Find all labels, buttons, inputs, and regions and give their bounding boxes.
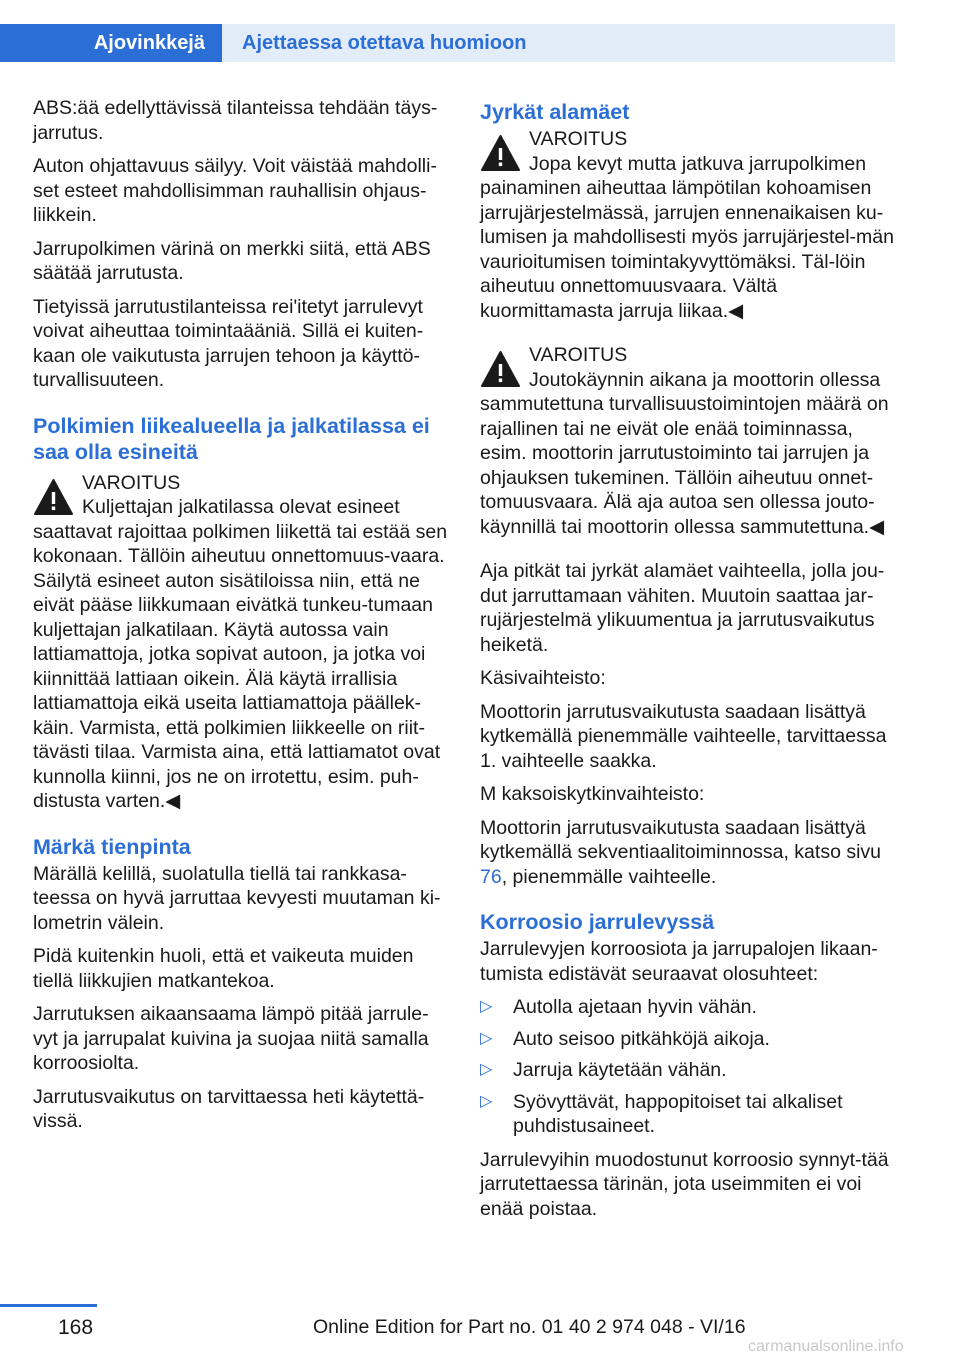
- paragraph: Jarrupolkimen värinä on merkki siitä, että ABS säätää jarrutusta.: [33, 237, 431, 284]
- warning-text: painaminen aiheuttaa lämpötilan kohoamisen jarrujärjestelmässä, jarrujen ennenaikaisen ku-lumisen ja mahdollisesti myös jarrujärjestel-män vaurioitumisen toimintakyvyttömäksi. Täl-löin aiheutuu onnettomuusvaara. Vältä kuormittamasta jarruja liikaa.◀: [480, 177, 894, 322]
- page-number: 168: [58, 1316, 94, 1339]
- warning-triangle-icon: [480, 133, 521, 174]
- tab-ajovinkkeja[interactable]: [0, 24, 222, 62]
- tab-ajovinkkeja-label: Ajovinkkejä: [93, 31, 205, 54]
- bullet-arrow-icon: ▷: [480, 998, 493, 1015]
- left-column: [33, 96, 449, 1143]
- watermark: carmanualsonline.info: [748, 1338, 904, 1355]
- paragraph: Jarrutusvaikutus on tarvittaessa heti käytettä-vissä.: [33, 1085, 425, 1132]
- paragraph: Moottorin jarrutusvaikutusta saadaan lisättyä kytkemällä pienemmälle vaihteelle, tarvittaessa 1. vaihteelle saakka.: [480, 700, 887, 772]
- bullet-list: [480, 995, 896, 1139]
- section-heading-slopes: Jyrkät alamäet: [480, 100, 630, 124]
- paragraph-with-link: [480, 816, 896, 890]
- section-heading-corrosion: Korroosio jarrulevyssä: [480, 910, 715, 934]
- paragraph-text: Moottorin jarrutusvaikutusta saadaan lisättyä kytkemällä sekventiaalitoiminnossa, katso sivu: [480, 816, 882, 863]
- bullet-arrow-icon: ▷: [480, 1061, 493, 1078]
- warning-text: sammutettuna turvallisuustoimintojen määrä on rajallinen tai ne eivät ole enää toiminnassa, esim. moottorin jarrutustoiminto tai jarrujen ja ohjauksen tukeminen. Tällöin aiheutuu onnet-tomuusvaara. Älä aja autoa sen ollessa jouto-käynnillä tai moottorin ollessa sammutettuna.◀: [480, 393, 889, 538]
- list-item-text: Jarruja käytetään vähän.: [513, 1059, 727, 1081]
- edition-text: Online Edition for Part no. 01 40 2 974 048 - VI/16: [313, 1316, 746, 1338]
- tab-ajettaessa-label: Ajettaessa otettava huomioon: [242, 31, 527, 54]
- paragraph: Jarrulevyjen korroosiota ja jarrupalojen likaan-tumista edistävät seuraavat olosuhteet:: [480, 938, 878, 985]
- paragraph: Jarrulevyihin muodostunut korroosio synnyt-tää jarrutettaessa tärinän, jota useimmiten ei voi enää poistaa.: [480, 1148, 889, 1220]
- warning-block-idle: [480, 343, 896, 539]
- warning-label: VAROITUS: [82, 471, 181, 494]
- warning-text: saattavat rajoittaa polkimen liikettä tai estää sen kokonaan. Tällöin aiheutuu onnettomuus-vaara. Säilytä esineet auton sisätiloissa niin, että ne eivät pääse liikkumaan eivätkä tunkeu-tumaan kuljettajan jalkatilaan. Käytä autossa vain lattiamattoja, jotka sopivat autoon, ja jotka voi kiinnittää lattiaan oikein. Älä käytä irrallisia lattiamattoja eikä useita lattiamattoja päällek-käin. Varmista, että polkimien liikkeelle on riit-tävästi tilaa. Varmista aina, että lattiamatot ovat kunnolla kiinni, jos ne on irrotettu, esim. puh-distusta varten.◀: [33, 520, 448, 812]
- warning-triangle-icon: [480, 349, 521, 390]
- paragraph: Tietyissä jarrutustilanteissa rei'itetyt jarrulevyt voivat aiheuttaa toimintaääniä. Sillä ei kuiten-kaan ole vaikutusta jarrujen tehoon ja käyttö-turvallisuuteen.: [33, 295, 424, 391]
- list-item-text: Auto seisoo pitkähköjä aikoja.: [513, 1027, 770, 1050]
- list-item: [480, 995, 896, 1020]
- list-item: [480, 1090, 896, 1139]
- paragraph: ABS:ää edellyttävissä tilanteissa tehdään täys-jarrutus.: [33, 97, 438, 144]
- paragraph: M kaksoiskytkinvaihteisto:: [480, 783, 705, 805]
- section-heading-pedals: Polkimien liikealueella ja jalkatilassa ei saa olla esineitä: [33, 413, 430, 464]
- warning-text-first: Kuljettajan jalkatilassa olevat esineet: [82, 496, 400, 518]
- bullet-arrow-icon: ▷: [480, 1029, 493, 1047]
- page-link-76[interactable]: 76: [480, 865, 502, 888]
- list-item: [480, 1027, 896, 1052]
- paragraph: Käsivaihteisto:: [480, 667, 606, 689]
- paragraph: Pidä kuitenkin huoli, että et vaikeuta muiden tiellä liikkujien matkantekoa.: [33, 945, 414, 992]
- list-item: [480, 1058, 896, 1083]
- list-item-text: Syövyttävät, happopitoiset tai alkaliset puhdistusaineet.: [513, 1090, 843, 1137]
- paragraph: Auton ohjattavuus säilyy. Voit väistää mahdolli-set esteet mahdollisimman rauhallisin ohjaus-liikkein.: [33, 155, 437, 226]
- paragraph-text: , pienemmälle vaihteelle.: [501, 865, 717, 888]
- tab-ajettaessa[interactable]: [222, 24, 895, 62]
- list-item-text: Autolla ajetaan hyvin vähän.: [513, 996, 757, 1018]
- warning-block-pedals: [33, 471, 449, 814]
- bullet-arrow-icon: ▷: [480, 1092, 493, 1110]
- warning-block-slopes: [480, 127, 896, 323]
- warning-label: VAROITUS: [529, 128, 628, 150]
- paragraph: Jarrutuksen aikaansaama lämpö pitää jarrule-vyt ja jarrupalat kuivina ja suojaa niitä samalla korroosiolta.: [33, 1003, 429, 1074]
- warning-triangle-icon: [33, 477, 74, 518]
- paragraph: Märällä kelillä, suolatulla tiellä tai rankkasa-teessa on hyvä jarruttaa kevyesti muutaman ki-lometrin välein.: [33, 862, 441, 934]
- footer-rule: [0, 1304, 97, 1307]
- warning-text-first: Joutokäynnin aikana ja moottorin ollessa: [529, 368, 881, 391]
- warning-text-first: Jopa kevyt mutta jatkuva jarrupolkimen: [529, 152, 867, 175]
- right-column: [480, 96, 896, 1230]
- paragraph: Aja pitkät tai jyrkät alamäet vaihteella, jolla jou-dut jarruttamaan vähiten. Muutoin saattaa jar-rujärjestelmä ylikuumentua ja jarrutusvaikutus heiketä.: [480, 560, 885, 656]
- warning-label: VAROITUS: [529, 344, 628, 366]
- header-tabs: [0, 24, 895, 62]
- section-heading-wet: Märkä tienpinta: [33, 834, 191, 859]
